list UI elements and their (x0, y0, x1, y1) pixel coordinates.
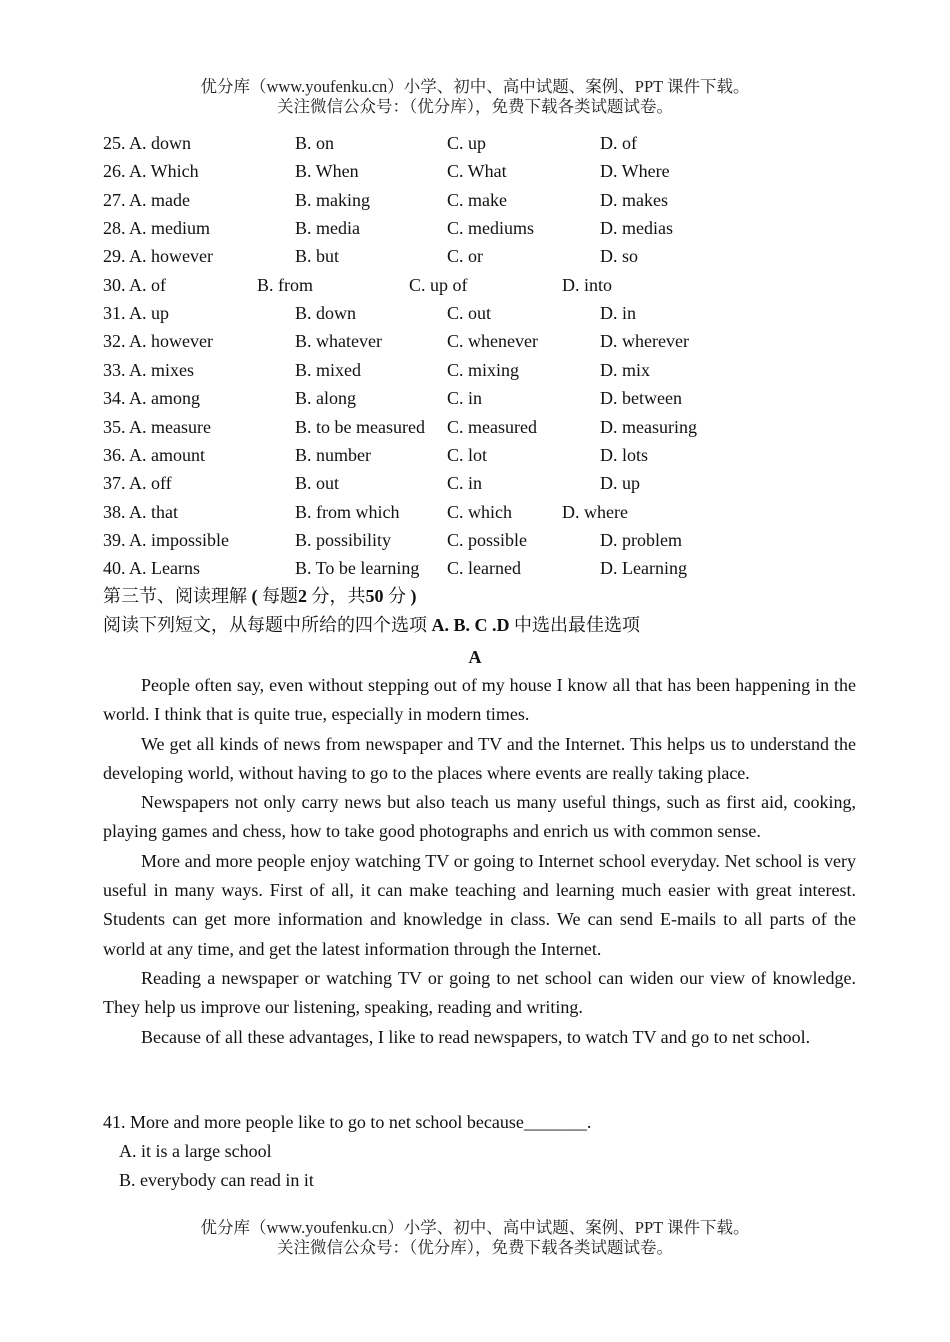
option-d: D. medias (600, 218, 673, 238)
option-d: D. Where (600, 161, 670, 181)
option-c: C. which (447, 502, 512, 522)
option-b: B. making (295, 190, 370, 210)
passage-paragraph: Because of all these advantages, I like to read newspapers, to watch TV and go to net school. (141, 1026, 811, 1047)
option-c: C. up (447, 133, 487, 153)
instruction-options: A. B. C .D (427, 615, 515, 635)
passage-label: A (468, 647, 482, 667)
section-title (103, 582, 417, 610)
option-a: 33. A. mixes (103, 360, 195, 380)
option-a: 37. A. off (103, 473, 172, 493)
option-c: C. measured (447, 417, 537, 437)
option-a: 36. A. amount (103, 445, 205, 465)
option-b: B. When (295, 161, 359, 181)
passage-paragraph: Reading a newspaper or watching TV or going to net school can widen our view of knowledge. They help us improve our listening, speaking, reading and writing. (103, 967, 856, 1018)
passage-paragraph: People often say, even without stepping out of my house I know all that has been happening in the world. I think that is quite true, especially in modern times. (103, 675, 856, 725)
option-a: 34. A. among (103, 388, 200, 408)
question-41-stem: 41. More and more people like to go to net school because_______. (103, 1112, 592, 1132)
section-title-mid: 分，共 (307, 586, 366, 606)
option-c: C. in (447, 473, 483, 493)
option-a: 26. A. Which (103, 161, 199, 181)
option-c: C. up of (409, 275, 468, 295)
option-c: C. What (447, 161, 507, 181)
option-a: 27. A. made (103, 190, 190, 210)
option-b: B. along (295, 388, 356, 408)
option-b: B. on (295, 133, 335, 153)
section-title-per-num: 2 (298, 586, 307, 606)
header-line-1: 优分库（www.youfenku.cn）小学、初中、高中试题、案例、PPT 课件下载。 (200, 77, 750, 96)
footer-line-2: 关注微信公众号：（优分库），免费下载各类试题试卷。 (277, 1238, 673, 1257)
section-title-prefix: 第三节、阅读理解 (103, 586, 247, 606)
option-a: 29. A. however (103, 246, 213, 266)
section-title-total: 50 (365, 586, 384, 606)
option-b: B. possibility (295, 530, 392, 550)
passage-paragraph: More and more people enjoy watching TV or going to Internet school everyday. Net school is very useful in many ways. First of all, it can make teaching and learning much easier with great interest. Students can get more information and knowledge in class. We can send E-mails to all parts of the world at any time, and get the latest information through the Internet. (103, 850, 856, 959)
option-a: 35. A. measure (103, 417, 211, 437)
option-d: D. Learning (600, 558, 687, 578)
option-a: 31. A. up (103, 303, 170, 323)
option-c: C. learned (447, 558, 521, 578)
passage-paragraph: Newspapers not only carry news but also teach us many useful things, such as first aid, cooking, playing games and chess, how to take good photographs and enrich us with common sense. (103, 792, 856, 842)
option-b: B. To be learning (295, 558, 420, 578)
option-b: B. from which (295, 502, 400, 522)
option-c: C. mediums (447, 218, 535, 238)
section-instruction (103, 611, 640, 639)
option-b: B. number (295, 445, 371, 465)
option-b: B. whatever (295, 331, 382, 351)
option-a: 39. A. impossible (103, 530, 230, 550)
option-b: B. down (295, 303, 357, 323)
option-d: D. so (600, 246, 639, 266)
reading-passage (103, 671, 856, 1052)
section-title-end: 分 (383, 586, 406, 606)
option-d: D. lots (600, 445, 649, 465)
option-d: D. mix (600, 360, 651, 380)
option-a: 25. A. down (103, 133, 192, 153)
question-41-option-b: B. everybody can read in it (119, 1170, 314, 1190)
option-c: C. or (447, 246, 483, 266)
footer-line-1: 优分库（www.youfenku.cn）小学、初中、高中试题、案例、PPT 课件下载。 (200, 1218, 750, 1237)
passage-paragraph: We get all kinds of news from newspaper and TV and the Internet. This helps us to understand the developing world, without having to go to the places where events are really taking place. (103, 733, 856, 783)
option-d: D. problem (600, 530, 682, 550)
option-d: D. up (600, 473, 640, 493)
option-b: B. media (295, 218, 360, 238)
option-c: C. in (447, 388, 483, 408)
option-a: 32. A. however (103, 331, 213, 351)
option-a: 30. A. of (103, 275, 166, 295)
option-d: D. wherever (600, 331, 689, 351)
option-a: 38. A. that (103, 502, 178, 522)
option-c: C. whenever (447, 331, 538, 351)
page-header (0, 77, 950, 117)
section-title-open: ( (247, 586, 262, 606)
option-a: 28. A. medium (103, 218, 210, 238)
option-b: B. but (295, 246, 340, 266)
option-d: D. measuring (600, 417, 697, 437)
option-d: D. of (600, 133, 637, 153)
instruction-prefix: 阅读下列短文，从每题中所给的四个选项 (103, 615, 427, 635)
option-b: B. out (295, 473, 340, 493)
option-b: B. to be measured (295, 417, 425, 437)
question-41-option-a: A. it is a large school (119, 1141, 272, 1161)
option-d: D. between (600, 388, 682, 408)
section-title-per: 每题 (262, 586, 298, 606)
option-b: B. mixed (295, 360, 361, 380)
page-footer (0, 1218, 950, 1258)
option-c: C. make (447, 190, 507, 210)
option-c: C. out (447, 303, 492, 323)
option-c: C. mixing (447, 360, 520, 380)
option-d: D. into (562, 275, 613, 295)
instruction-suffix: 中选出最佳选项 (514, 615, 641, 635)
header-line-2: 关注微信公众号：（优分库），免费下载各类试题试卷。 (277, 97, 673, 116)
option-c: C. possible (447, 530, 528, 550)
option-d: D. where (562, 502, 628, 522)
option-d: D. makes (600, 190, 668, 210)
option-b: B. from (257, 275, 313, 295)
section-title-close: ) (406, 586, 417, 606)
option-d: D. in (600, 303, 636, 323)
option-c: C. lot (447, 445, 488, 465)
option-a: 40. A. Learns (103, 558, 200, 578)
